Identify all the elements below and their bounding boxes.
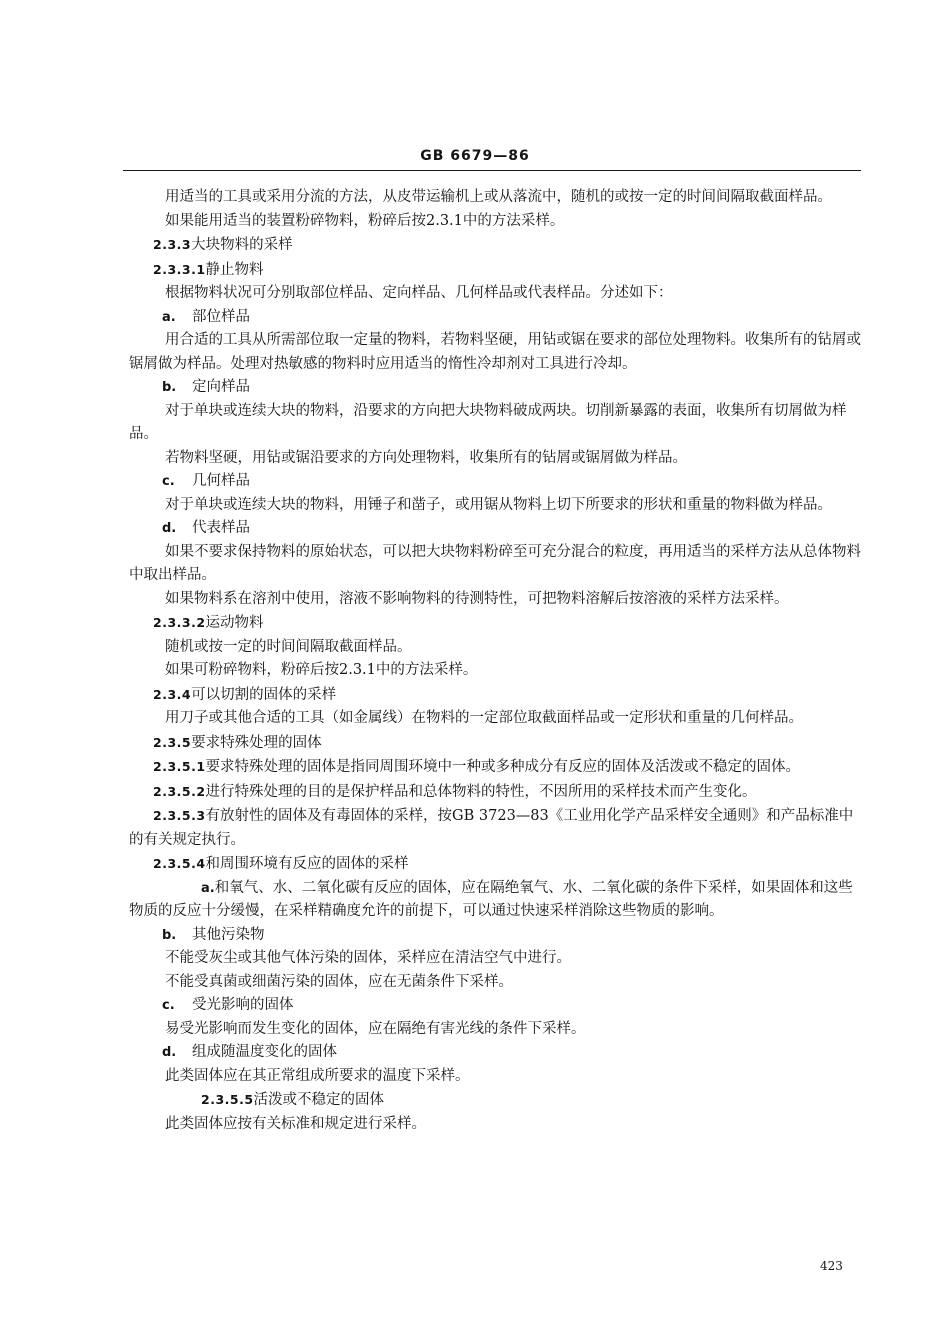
section-heading bbox=[129, 683, 861, 708]
paragraph: 此类固体应按有关标准和规定进行采样。 bbox=[165, 1115, 426, 1132]
standard-header: GB 6679—86 bbox=[420, 148, 530, 164]
paragraph: 随机或按一定的时间间隔取截面样品。 bbox=[165, 638, 412, 655]
paragraph: 易受光影响而发生变化的固体，应在隔绝有害光线的条件下采样。 bbox=[165, 1020, 586, 1037]
item-label: d. bbox=[162, 1045, 177, 1060]
item-text: 和氧气、水、二氧化碳有反应的固体，应在隔绝氧气、水、二氧化碳的条件下采样，如果固体和这些物质的反应十分缓慢，在采样精确度允许的前提下，可以通过快速采样消除这些物质的影响。 bbox=[129, 879, 853, 919]
section-title: 运动物料 bbox=[205, 615, 264, 631]
section-number: 2.3.5.5 bbox=[201, 1092, 254, 1107]
paragraph: 如果不要求保持物料的原始状态，可以把大块物料粉碎至可充分混合的粒度，再用适当的采样方法从总体物料中取出样品。 bbox=[129, 543, 861, 583]
section-heading bbox=[129, 1088, 861, 1113]
item-heading bbox=[129, 306, 861, 330]
section-number: 2.3.3.1 bbox=[153, 261, 206, 277]
section-text: 有放射性的固体及有毒固体的采样，按GB 3723—83《工业用化学产品采样安全通则》和产品标准中的有关规定执行。 bbox=[129, 808, 854, 848]
item-title: 其他污染物 bbox=[192, 926, 265, 943]
section-heading bbox=[129, 731, 861, 756]
section-title: 活泼或不稳定的固体 bbox=[253, 1092, 385, 1108]
section-paragraph bbox=[129, 780, 861, 805]
paragraph: 根据物料状况可分别取部位样品、定向样品、几何样品或代表样品。分述如下： bbox=[165, 285, 673, 301]
section-text: 进行特殊处理的目的是保护样品和总体物料的特性，不因所用的采样技术而产生变化。 bbox=[205, 783, 757, 800]
section-title: 静止物料 bbox=[205, 261, 264, 278]
paragraph: 若物料坚硬，用钻或锯沿要求的方向处理物料，收集所有的钻屑或锯屑做为样品。 bbox=[165, 449, 687, 466]
paragraph: 不能受灰尘或其他气体污染的固体，采样应在清洁空气中进行。 bbox=[165, 950, 571, 966]
header-rule bbox=[123, 170, 861, 171]
item-heading bbox=[129, 470, 861, 494]
section-paragraph bbox=[129, 804, 861, 852]
section-number: 2.3.5 bbox=[153, 734, 192, 750]
item-label: a. bbox=[162, 309, 176, 325]
item-label: d. bbox=[162, 521, 177, 536]
section-title: 大块物料的采样 bbox=[191, 237, 293, 253]
section-heading bbox=[129, 611, 861, 636]
item-title: 代表样品 bbox=[192, 520, 250, 536]
item-label: c. bbox=[162, 474, 175, 489]
item-label: b. bbox=[162, 927, 177, 943]
item-title: 组成随温度变化的固体 bbox=[192, 1044, 337, 1060]
paragraph: 此类固体应在其正常组成所要求的温度下采样。 bbox=[165, 1067, 470, 1084]
item-heading bbox=[129, 517, 861, 541]
section-number: 2.3.4 bbox=[153, 686, 192, 702]
section-heading bbox=[129, 852, 861, 877]
paragraph: 如果能用适当的装置粉碎物料，粉碎后按2.3.1中的方法采样。 bbox=[165, 212, 565, 229]
item-title: 定向样品 bbox=[192, 379, 250, 395]
paragraph: 如果物料系在溶剂中使用，溶液不影响物料的待测特性，可把物料溶解后按溶液的采样方法采样。 bbox=[165, 590, 789, 607]
paragraph: 对于单块或连续大块的物料，沿要求的方向把大块物料破成两块。切削新暴露的表面，收集所有切屑做为样品。 bbox=[129, 402, 847, 442]
paragraph: 用适当的工具或采用分流的方法，从皮带运输机上或从落流中，随机的或按一定的时间间隔取截面样品。 bbox=[165, 189, 832, 205]
section-number: 2.3.5.1 bbox=[153, 759, 206, 774]
item-title: 几何样品 bbox=[192, 473, 250, 489]
paragraph: 不能受真菌或细菌污染的固体，应在无菌条件下采样。 bbox=[165, 973, 513, 990]
item-paragraph bbox=[129, 877, 861, 924]
item-label: a. bbox=[201, 880, 215, 896]
paragraph: 用刀子或其他合适的工具（如金属线）在物料的一定部位取截面样品或一定形状和重量的几何样品。 bbox=[165, 710, 803, 726]
section-heading bbox=[129, 258, 861, 283]
section-number: 2.3.5.2 bbox=[153, 783, 206, 799]
section-title: 要求特殊处理的固体 bbox=[191, 734, 322, 751]
paragraph: 对于单块或连续大块的物料，用锤子和凿子，或用锯从物料上切下所要求的形状和重量的物料做为样品。 bbox=[165, 496, 832, 513]
section-text: 要求特殊处理的固体是指同周围环境中一种或多种成分有反应的固体及活泼或不稳定的固体。 bbox=[205, 759, 801, 775]
item-title: 部位样品 bbox=[192, 308, 250, 325]
item-label: c. bbox=[162, 998, 175, 1013]
section-number: 2.3.3 bbox=[153, 237, 192, 252]
item-heading bbox=[129, 1041, 861, 1065]
body-text bbox=[129, 186, 861, 1136]
item-label: b. bbox=[162, 380, 177, 395]
section-number: 2.3.3.2 bbox=[153, 615, 206, 630]
section-title: 和周围环境有反应的固体的采样 bbox=[205, 856, 409, 872]
section-paragraph bbox=[129, 755, 861, 780]
paragraph: 用合适的工具从所需部位取一定量的物料，若物料坚硬，用钻或锯在要求的部位处理物料。收集所有的钻屑或锯屑做为样品。处理对热敏感的物料时应用适当的惰性冷却剂对工具进行冷却。 bbox=[129, 332, 861, 372]
section-heading bbox=[129, 233, 861, 258]
section-title: 可以切割的固体的采样 bbox=[191, 686, 337, 703]
item-heading bbox=[129, 376, 861, 400]
page-number: 423 bbox=[820, 1259, 843, 1273]
item-heading bbox=[129, 994, 861, 1018]
section-number: 2.3.5.3 bbox=[153, 808, 206, 823]
paragraph: 如果可粉碎物料，粉碎后按2.3.1中的方法采样。 bbox=[165, 662, 478, 678]
item-title: 受光影响的固体 bbox=[192, 997, 294, 1013]
item-heading bbox=[129, 924, 861, 948]
section-number: 2.3.5.4 bbox=[153, 856, 206, 871]
